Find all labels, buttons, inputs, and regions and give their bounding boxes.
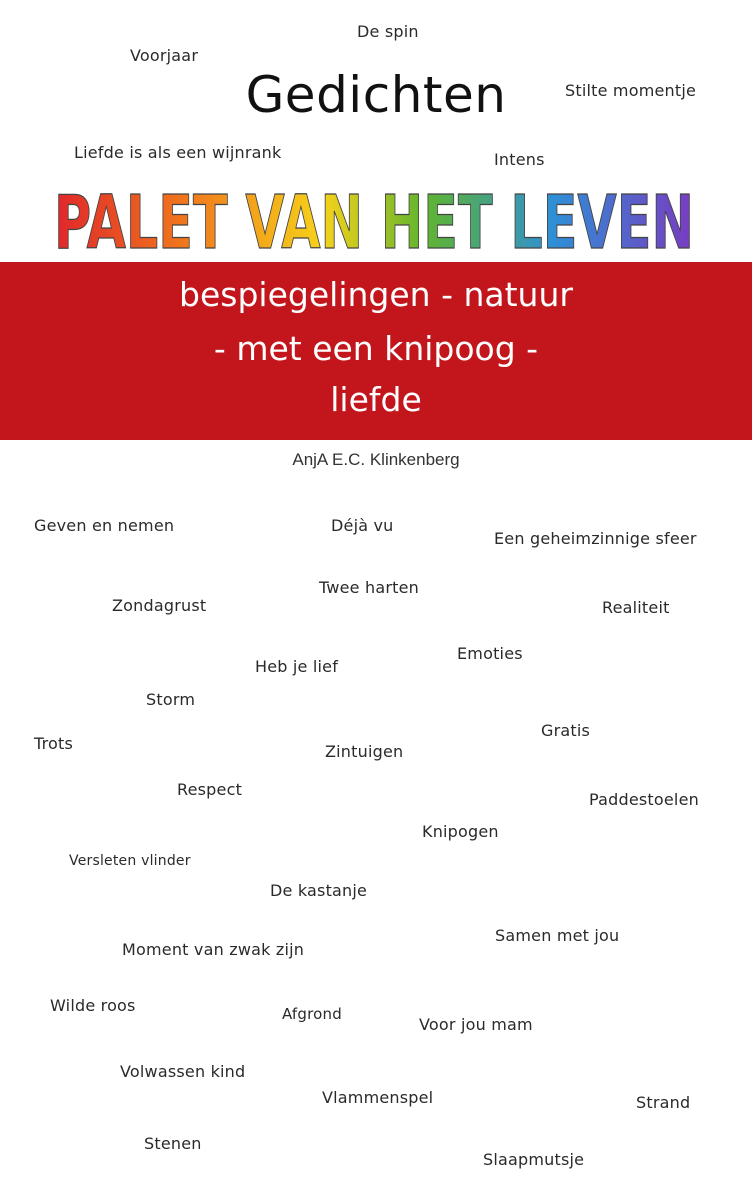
poem-title: Voor jou mam <box>419 1015 533 1034</box>
poem-title: Zondagrust <box>112 596 207 615</box>
top-word-stilte-momentje: Stilte momentje <box>565 81 697 100</box>
poem-title: Knipogen <box>422 822 499 841</box>
cover-title: Gedichten <box>245 66 507 124</box>
poem-title: Slaapmutsje <box>483 1150 585 1169</box>
poem-title: Strand <box>636 1093 691 1112</box>
poem-title: Volwassen kind <box>120 1062 246 1081</box>
logo-text: PALET VAN HET LEVEN <box>54 180 694 258</box>
poem-title: Vlammenspel <box>322 1088 434 1107</box>
poem-title: Twee harten <box>319 578 419 597</box>
poem-title: Een geheimzinnige sfeer <box>494 529 697 548</box>
poem-title: Trots <box>34 734 74 753</box>
poem-title: Paddestoelen <box>589 790 699 809</box>
poem-title: Samen met jou <box>495 926 620 945</box>
top-word-voorjaar: Voorjaar <box>130 46 199 65</box>
top-word-de-spin: De spin <box>357 22 419 41</box>
author-name: AnjA E.C. Klinkenberg <box>292 450 460 469</box>
poem-title: Gratis <box>541 721 591 740</box>
poem-title: Zintuigen <box>325 742 404 761</box>
subtitle-line-2: - met een knipoog - <box>213 329 539 368</box>
poem-title: Emoties <box>457 644 523 663</box>
poem-title: Heb je lief <box>255 657 339 676</box>
poem-title: Stenen <box>144 1134 202 1153</box>
subtitle-line-3: liefde <box>330 380 422 419</box>
poem-title: Storm <box>146 690 196 709</box>
poem-title: Déjà vu <box>331 516 394 535</box>
poem-title: Geven en nemen <box>34 516 175 535</box>
top-word-intens: Intens <box>494 150 545 169</box>
poem-title: Versleten vlinder <box>69 853 191 869</box>
poem-title: De kastanje <box>270 881 368 900</box>
subtitle-line-1: bespiegelingen - natuur <box>179 275 573 314</box>
subtitle-banner <box>0 262 752 440</box>
poem-title: Wilde roos <box>50 996 136 1015</box>
poem-title: Moment van zwak zijn <box>122 940 305 959</box>
top-word-liefde-wijnrank: Liefde is als een wijnrank <box>74 143 282 162</box>
poem-title: Afgrond <box>282 1005 342 1023</box>
poem-title: Realiteit <box>602 598 670 617</box>
poem-title: Respect <box>177 780 243 799</box>
rainbow-logo <box>44 178 704 258</box>
